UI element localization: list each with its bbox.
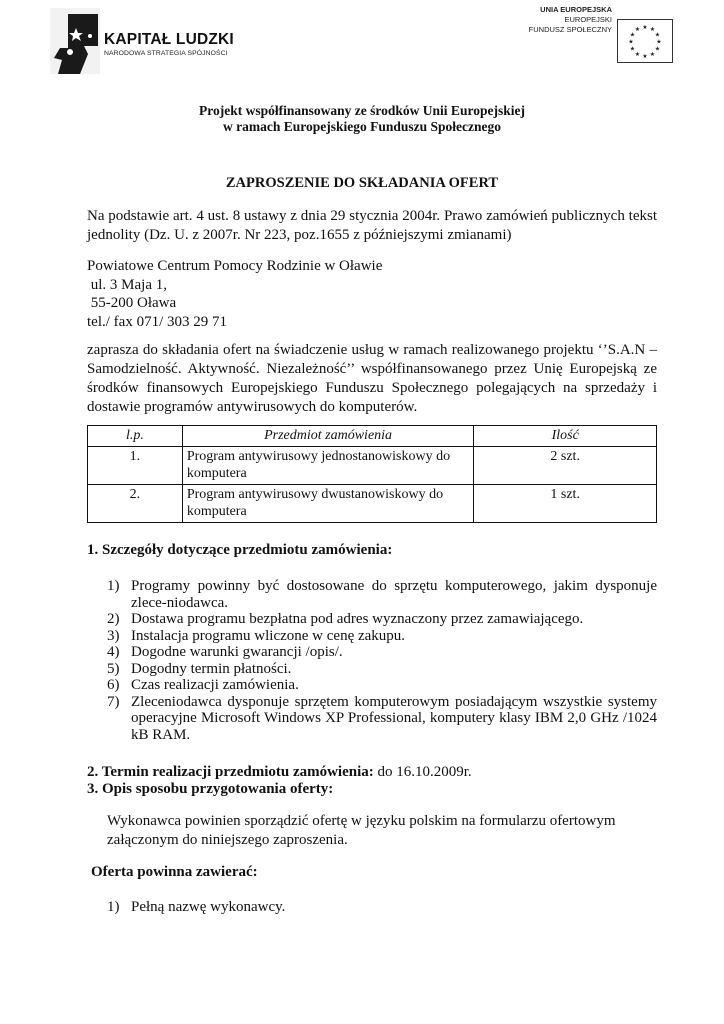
list-item-text: Dostawa programu bezpłatna pod adres wyznaczony przez zamawiającego. [131, 611, 584, 627]
header-item: Przedmiot zamówienia [182, 426, 474, 447]
svg-text:★: ★ [634, 51, 641, 58]
authority-phone: tel./ fax 071/ 303 29 71 [87, 313, 227, 330]
list-item-number: 2) [107, 611, 120, 627]
cofinancing-statement [0, 103, 724, 134]
offer-contents-list [107, 899, 657, 916]
row-item: Program antywirusowy jednostanowiskowy do komputera [182, 447, 474, 485]
list-item [107, 694, 657, 744]
kapital-ludzki-subtitle: NARODOWA STRATEGIA SPÓJNOŚCI [104, 50, 228, 57]
table-row [88, 447, 657, 485]
list-item-number: 1) [107, 578, 120, 594]
eu-logo-text [520, 5, 612, 35]
legal-basis: Na podstawie art. 4 ust. 8 ustawy z dnia 29 stycznia 2004r. Prawo zamówień publicznych tekst jednolity (Dz. U. z 2007r. Nr 223, poz.1655 z późniejszymi zmianami) [87, 208, 657, 243]
list-item-number: 7) [107, 693, 120, 710]
svg-text:★: ★ [649, 26, 656, 33]
section-1-list [107, 578, 657, 743]
list-item [107, 899, 657, 916]
header-qty: Ilość [474, 426, 657, 447]
eu-flag [617, 19, 673, 63]
list-item [107, 611, 657, 628]
eu-line-2: EUROPEJSKI [564, 15, 612, 24]
list-item [107, 578, 657, 611]
kapital-ludzki-title: KAPITAŁ LUDZKI [104, 31, 234, 48]
row-item: Program antywirusowy dwustanowiskowy do komputera [182, 485, 474, 523]
authority-city: 55-200 Oława [87, 295, 177, 311]
document-title: ZAPROSZENIE DO SKŁADANIA OFERT [225, 175, 499, 191]
list-item-number: 6) [107, 677, 120, 693]
svg-text:★: ★ [642, 24, 648, 31]
table-header-row [88, 426, 657, 447]
list-item [107, 628, 657, 645]
cofinancing-line-2: w ramach Europejskiego Funduszu Społecznego [222, 118, 502, 134]
list-item-text: Zleceniodawca dysponuje sprzętem komputerowym posiadającym wszystkie systemy operacyjne Microsoft Windows XP Professional, komputery klasy IBM 2,0 GHz /1024 kB RAM. [131, 693, 657, 743]
cofinancing-line-1: Projekt współfinansowany ze środków Unii Europejskiej [199, 103, 525, 118]
svg-text:★: ★ [629, 45, 636, 53]
invitation-text: zaprasza do składania ofert na świadczenie usług w ramach realizowanego projektu ‘’S.A.N – Samodzielność. Aktywność. Niezależność’’ współfinansowanego przez Unię Europejską ze środków finansowych Europejskiego Funduszu Społecznego polegających na sprzedaży i dostawie programów antywirusowych do komputerów. [87, 342, 657, 415]
list-item-number: 3) [107, 627, 120, 644]
list-item-text: Pełną nazwę wykonawcy. [131, 899, 286, 915]
section-2-value: do 16.10.2009r. [373, 764, 472, 780]
list-item-text: Programy powinny być dostosowane do sprzętu komputerowego, jakim dysponuje zlece-niodawca. [131, 578, 657, 611]
authority-street: ul. 3 Maja 1, [87, 276, 167, 293]
svg-text:★: ★ [629, 31, 636, 39]
list-item-text: Instalacja programu wliczone w cenę zakupu. [131, 627, 406, 644]
list-item [107, 644, 657, 661]
row-qty: 1 szt. [474, 485, 657, 523]
list-item-number: 5) [107, 660, 120, 677]
section-3-heading: 3. Opis sposobu przygotowania oferty: [87, 781, 334, 797]
header-lp: l.p. [88, 426, 183, 447]
list-item-text: Czas realizacji zamówienia. [131, 677, 299, 693]
list-item-text: Dogodne warunki gwarancji /opis/. [131, 644, 343, 660]
row-lp: 2. [88, 485, 183, 523]
eu-stars-icon [618, 20, 672, 62]
section-1-heading: 1. Szczegóły dotyczące przedmiotu zamówienia: [87, 542, 393, 558]
section-3-text: Wykonawca powinien sporządzić ofertę w języku polskim na formularzu ofertowym załączonym do niniejszego zaproszenia. [107, 813, 616, 848]
list-item-text: Dogodny termin płatności. [131, 660, 292, 677]
svg-text:★: ★ [642, 53, 648, 60]
svg-text:★: ★ [656, 38, 662, 46]
contracting-authority-address [87, 257, 657, 331]
list-item-number: 1) [107, 899, 120, 915]
svg-text:★: ★ [649, 51, 656, 58]
eu-line-1: UNIA EUROPEJSKA [540, 5, 612, 14]
list-item [107, 677, 657, 694]
eu-line-3: FUNDUSZ SPOŁECZNY [528, 25, 612, 34]
list-item-number: 4) [107, 644, 120, 660]
svg-text:★: ★ [628, 38, 634, 46]
section-2 [87, 764, 472, 781]
order-items-table [87, 425, 657, 523]
list-item [107, 661, 657, 678]
offer-contents-heading: Oferta powinna zawierać: [91, 864, 258, 880]
authority-name: Powiatowe Centrum Pomocy Rodzinie w Oławie [87, 258, 383, 274]
svg-text:★: ★ [654, 45, 661, 53]
svg-text:★: ★ [654, 31, 661, 39]
svg-text:★: ★ [634, 26, 641, 33]
section-2-heading: 2. Termin realizacji przedmiotu zamówienia: [87, 764, 374, 780]
table-row [88, 485, 657, 523]
row-qty: 2 szt. [474, 447, 657, 485]
row-lp: 1. [88, 447, 183, 485]
